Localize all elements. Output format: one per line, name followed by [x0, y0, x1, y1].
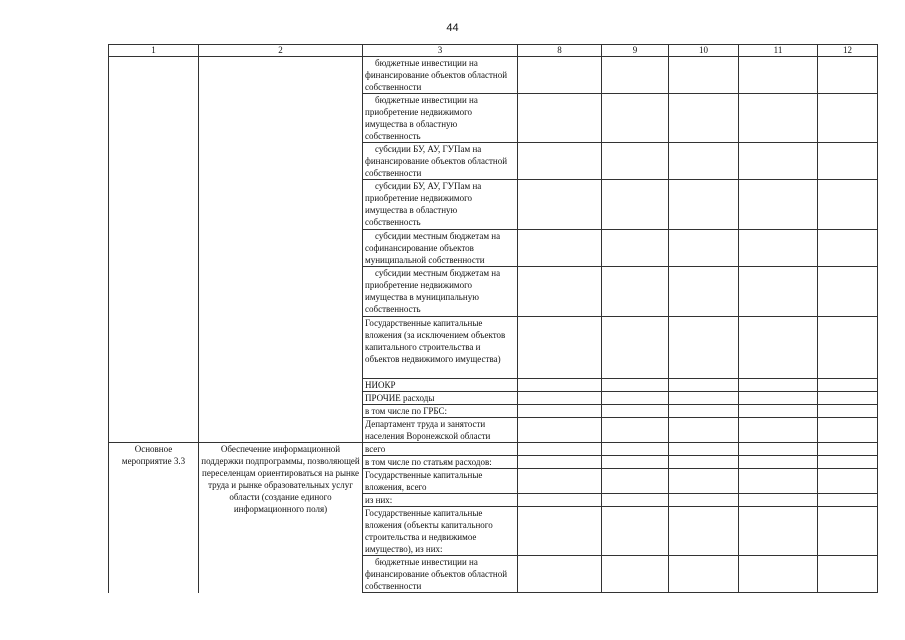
expense-item-cell	[363, 379, 518, 392]
value-cell	[518, 469, 602, 494]
budget-table	[108, 44, 878, 593]
header-cell: 10	[669, 45, 739, 57]
value-cell	[669, 57, 739, 94]
expense-item-text: Государственные капитальные вложения (за исключением объектов капитального строительства и объектов недвижимого имущества)	[365, 318, 506, 364]
value-cell	[669, 94, 739, 143]
value-cell	[602, 143, 669, 180]
expense-item-text: ПРОЧИЕ расходы	[365, 393, 435, 403]
value-cell	[669, 180, 739, 230]
value-cell	[669, 379, 739, 392]
expense-item-cell	[363, 392, 518, 405]
value-cell	[518, 230, 602, 267]
value-cell	[602, 507, 669, 556]
value-cell	[669, 456, 739, 469]
value-cell	[739, 143, 818, 180]
value-cell	[818, 556, 878, 593]
value-cell	[818, 230, 878, 267]
value-cell	[518, 405, 602, 418]
expense-item-cell	[363, 180, 518, 230]
value-cell	[518, 180, 602, 230]
expense-item-cell	[363, 267, 518, 317]
value-cell	[602, 317, 669, 379]
value-cell	[602, 57, 669, 94]
value-cell	[739, 230, 818, 267]
value-cell	[602, 180, 669, 230]
value-cell	[818, 405, 878, 418]
expense-item-cell	[363, 469, 518, 494]
expense-item-cell	[363, 405, 518, 418]
value-cell	[669, 230, 739, 267]
expense-item-cell	[363, 456, 518, 469]
value-cell	[739, 494, 818, 507]
value-cell	[739, 556, 818, 593]
header-cell: 11	[739, 45, 818, 57]
value-cell	[669, 143, 739, 180]
value-cell	[739, 469, 818, 494]
expense-item-text: Департамент труда и занятости населения Воронежской области	[365, 419, 491, 441]
value-cell	[818, 379, 878, 392]
expense-item-text: в том числе по ГРБС:	[365, 406, 448, 416]
expense-item-text: субсидии БУ, АУ, ГУПам на финансирование объектов областной собственности	[365, 144, 508, 178]
value-cell	[669, 443, 739, 456]
value-cell	[739, 507, 818, 556]
value-cell	[602, 405, 669, 418]
value-cell	[739, 317, 818, 379]
value-cell	[518, 456, 602, 469]
value-cell	[669, 267, 739, 317]
value-cell	[818, 494, 878, 507]
expense-item-cell	[363, 94, 518, 143]
value-cell	[602, 392, 669, 405]
expense-item-text: бюджетные инвестиции на приобретение недвижимого имущества в областную собственность	[365, 95, 478, 141]
value-cell	[739, 57, 818, 94]
value-cell	[602, 267, 669, 317]
value-cell	[818, 317, 878, 379]
activity-code-cell	[109, 57, 199, 443]
value-cell	[818, 94, 878, 143]
expense-item-cell	[363, 143, 518, 180]
activity-name-cell: Обеспечение информационной поддержки подпрограммы, позволяющей переселенцам ориентироваться на рынке труда и рынке образовательных услуг области (создание единого информационного поля)	[199, 443, 363, 593]
expense-item-text: из них:	[365, 495, 393, 505]
expense-item-text: бюджетные инвестиции на финансирование объектов областной собственности	[365, 58, 508, 92]
value-cell	[518, 379, 602, 392]
activity-name-cell	[199, 57, 363, 443]
value-cell	[669, 405, 739, 418]
value-cell	[518, 267, 602, 317]
value-cell	[602, 443, 669, 456]
value-cell	[518, 507, 602, 556]
value-cell	[818, 392, 878, 405]
value-cell	[602, 379, 669, 392]
expense-item-cell	[363, 230, 518, 267]
header-cell: 2	[199, 45, 363, 57]
value-cell	[739, 180, 818, 230]
value-cell	[669, 556, 739, 593]
table-row	[109, 57, 878, 94]
expense-item-text: НИОКР	[365, 380, 396, 390]
value-cell	[518, 418, 602, 443]
header-cell: 3	[363, 45, 518, 57]
value-cell	[602, 469, 669, 494]
value-cell	[602, 230, 669, 267]
expense-item-cell	[363, 317, 518, 379]
expense-item-cell	[363, 57, 518, 94]
value-cell	[818, 180, 878, 230]
expense-item-text: Государственные капитальные вложения (объекты капитального строительства и недвижимое имущество), из них:	[365, 508, 493, 554]
value-cell	[818, 456, 878, 469]
expense-item-text: субсидии БУ, АУ, ГУПам на приобретение недвижимого имущества в областную собственность	[365, 181, 482, 227]
value-cell	[518, 443, 602, 456]
expense-item-cell	[363, 418, 518, 443]
value-cell	[518, 94, 602, 143]
value-cell	[669, 494, 739, 507]
value-cell	[518, 317, 602, 379]
header-row	[109, 45, 878, 57]
value-cell	[818, 443, 878, 456]
value-cell	[739, 94, 818, 143]
value-cell	[669, 418, 739, 443]
value-cell	[739, 267, 818, 317]
value-cell	[818, 57, 878, 94]
value-cell	[669, 469, 739, 494]
value-cell	[602, 456, 669, 469]
header-cell: 1	[109, 45, 199, 57]
activity-code-cell: Основное мероприятие 3.3	[109, 443, 199, 593]
expense-item-text: всего	[365, 444, 386, 454]
expense-item-text: субсидии местным бюджетам на софинансирование объектов муниципальной собственности	[365, 231, 501, 265]
value-cell	[669, 392, 739, 405]
value-cell	[818, 418, 878, 443]
value-cell	[739, 405, 818, 418]
value-cell	[602, 494, 669, 507]
value-cell	[602, 418, 669, 443]
header-cell: 8	[518, 45, 602, 57]
value-cell	[602, 556, 669, 593]
value-cell	[739, 392, 818, 405]
value-cell	[739, 456, 818, 469]
expense-item-text: бюджетные инвестиции на финансирование объектов областной собственности	[365, 557, 508, 591]
table-row	[109, 443, 878, 456]
value-cell	[518, 143, 602, 180]
expense-item-text: в том числе по статьям расходов:	[365, 457, 492, 467]
page-number: 44	[446, 22, 459, 34]
value-cell	[518, 556, 602, 593]
value-cell	[739, 379, 818, 392]
value-cell	[669, 317, 739, 379]
expense-item-text: субсидии местным бюджетам на приобретение недвижимого имущества в муниципальную собственность	[365, 268, 501, 314]
value-cell	[739, 418, 818, 443]
value-cell	[818, 469, 878, 494]
expense-item-cell	[363, 556, 518, 593]
value-cell	[518, 392, 602, 405]
header-cell: 12	[818, 45, 878, 57]
group-1	[109, 57, 878, 443]
value-cell	[818, 143, 878, 180]
value-cell	[818, 267, 878, 317]
value-cell	[669, 507, 739, 556]
expense-item-cell	[363, 507, 518, 556]
expense-item-cell	[363, 494, 518, 507]
header-cell: 9	[602, 45, 669, 57]
value-cell	[739, 443, 818, 456]
value-cell	[518, 57, 602, 94]
group-2	[109, 443, 878, 593]
value-cell	[602, 94, 669, 143]
expense-item-cell	[363, 443, 518, 456]
value-cell	[518, 494, 602, 507]
value-cell	[818, 507, 878, 556]
expense-item-text: Государственные капитальные вложения, всего	[365, 470, 483, 492]
